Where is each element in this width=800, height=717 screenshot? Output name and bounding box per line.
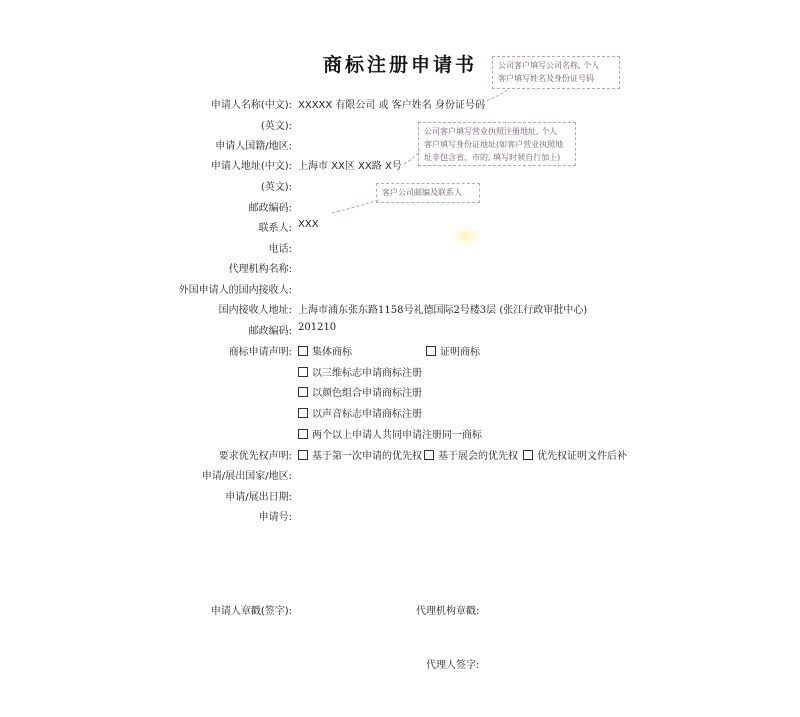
note-line: 客户填写姓名及身份证号码 [498,74,594,83]
checkbox-label: 优先权证明文件后补 [537,451,627,462]
checkbox-label: 证明商标 [440,347,480,358]
agent-signature-label: 代理人签字: [426,660,480,671]
priority-label: 要求优先权声明: [218,451,292,462]
contact-label: 联系人: [258,223,292,234]
contact-value[interactable]: XXX [298,219,319,230]
priority-number-label: 申请号: [258,512,292,523]
postcode-label: 邮政编码: [248,203,292,214]
checkbox-label: 以三维标志申请商标注册 [312,368,422,379]
highlight-mark [452,228,480,244]
form-title: 商标注册申请书 [322,54,477,76]
domestic-receiver-label: 外国申请人的国内接收人: [178,285,292,296]
address-en-label: (英文): [260,182,292,193]
declaration-label: 商标申请声明: [228,347,292,358]
address-cn-value[interactable]: 上海市 XX区 XX路 X号 [298,161,402,172]
note-line: 址非包含省、市的, 填写时须自行加上) [424,153,561,162]
checkbox-label: 以声音标志申请商标注册 [312,409,422,420]
receiver-postcode-value[interactable]: 201210 [298,322,337,333]
applicant-name-cn-value[interactable]: XXXXX 有限公司 或 客户姓名 身份证号码 [298,100,485,111]
note-line: 公司客户填写营业执照注册地址, 个人 [424,127,558,136]
checkbox-label: 两个以上申请人共同申请注册同一商标 [312,430,482,441]
checkbox-label: 基于第一次申请的优先权 [312,451,422,462]
note-line: 公司客户填写公司名称, 个人 [498,61,600,70]
receiver-postcode-label: 邮政编码: [248,326,292,337]
priority-country-label: 申请/展出国家/地区: [201,471,292,482]
agency-name-label: 代理机构名称: [228,264,292,275]
applicant-name-cn-label: 申请人名称(中文): [210,100,292,111]
leader-line-postcode [332,200,378,213]
receiver-address-value[interactable]: 上海市浦东张东路1158号礼德国际2号楼3层 (张江行政审批中心) [298,305,588,316]
checkbox-label: 集体商标 [312,347,352,358]
leader-line-name [482,88,510,102]
note-line: 客户公司邮编及联系人 [382,188,462,197]
checkbox-label: 基于展会的优先权 [438,451,518,462]
phone-label: 电话: [268,244,292,255]
checkbox-label: 以颜色组合申请商标注册 [312,388,422,399]
note-line: 客户填写身份证地址(如客户营业执照地 [424,140,564,149]
address-cn-label: 申请人地址(中文): [210,161,292,172]
agency-seal-label: 代理机构章戳: [416,606,480,617]
receiver-address-label: 国内接收人地址: [218,305,292,316]
leader-line-address [404,150,420,164]
applicant-name-en-label: (英文): [260,121,292,132]
priority-date-label: 申请/展出日期: [225,492,292,503]
applicant-seal-label: 申请人章戳(签字): [210,606,292,617]
nationality-label: 申请人国籍/地区: [215,141,292,152]
